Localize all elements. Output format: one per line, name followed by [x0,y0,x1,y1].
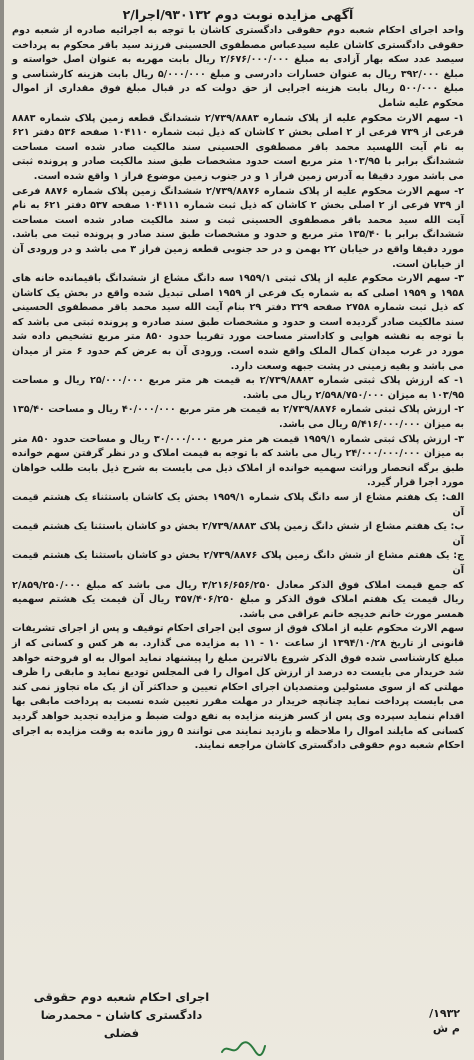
notice-paragraph: الف: یک هفتم مشاع از سه دانگ پلاک شماره ۱۹۵۹/۱ بخش یک کاشان باستثناء یک هشتم قیمت آن [12,492,464,518]
notice-paragraph: سهم الارث محکوم علیه از املاک فوق از سوی این اجرای احکام توقیف و پس از اجرای تشریفات قانونی از تاریخ ۱۳۹۴/۱۰/۲۸ از ساعت ۱۰ - ۱۱ به مزایده می گذارد. به هر کس و کسانی که از مبلغ کارشناسی شده فوق الذکر شروع بالاترین مبلغ را پیشنهاد نماید اموال به او فروخته خواهد شد خریدار می بایست ده درصد از ارزش کل اموال را فی المجلس تودیع نماید و مابقی را ظرف مهلتی که از سوی مسئولین ومتصدیان اجرای احکام تعیین و حداکثر آن از یک ماه تجاوز نمی کند می بایست پرداخت نماید چنانچه خریدار در مهلت مقرر تعیین شده نسبت به پرداخت مابقی بها اقدام ننماید سپرده وی پس از کسر هزینه مزایده به نفع دولت ضبط و مزایده تجدید خواهد گردید کسانی که مایلند اموال را ملاحظه و بازدید نمایند می توانند ۵ روز مانده به وقت مزایده به اجرای احکام شعبه دوم حقوقی دادگستری کاشان مراجعه نمایند. [12,623,465,752]
signature-block [29,988,214,1042]
notice-paragraph: ۳- ارزش پلاک ثبتی شماره ۱۹۵۹/۱ قیمت هر متر مربع ۳۰/۰۰۰/۰۰۰ ریال و مساحت حدود ۸۵۰ متر به میزان ۲۴/۰۰۰/۰۰۰/۰۰۰ ریال می باشد که با توجه به قیمت املاک و در نظر گرفتن سهم خوانده طبق برگه انحصار وراثت سهمیه خوانده از املاک ذیل می بایست به شرح ذیل بابت طلب خواهان مورد اجرا قرار گیرد. [12,433,465,489]
notice-paragraph: واحد اجرای احکام شعبه دوم حقوقی دادگستری کاشان با توجه به اجرائیه صادره از شعبه دوم حقوقی دادگستری کاشان علیه سیدعباس مصطفوی الحسینی فرزند سید باقر محکوم به پرداخت سیصد عدد سکه بهار آزادی به مبلغ ۲/۶۷۶/۰۰۰/۰۰۰ ریال بابت مهریه به عنوان اصل خواسته و مبلغ ۳۹۲/۰۰۰ ریال به عنوان خسارات دادرسی و مبلغ ۵/۰۰۰/۰۰۰ ریال بابت هزینه کارشناسی و مبلغ ۵۰۰/۰۰۰ ریال بابت هزینه اجرایی از حق دولت که در قبال مبلغ فوق مقداری از اموال محکوم علیه شامل [12,25,464,109]
notice-title: آگهی مزایده نوبت دوم ۹۳۰۱۳۲/اجرا/۲ [122,7,354,22]
signature-line-1: اجرای احکام شعبه دوم حقوقی [33,990,210,1004]
notice-paragraph: ج: یک هفتم مشاع از شش دانگ زمین پلاک ۲/۷۳۹/۸۸۷۶ بخش دو کاشان باستثنا یک هشتم قیمت آن [12,550,464,576]
notice-paragraph: ۲- ارزش پلاک ثبتی شماره ۲/۷۳۹/۸۸۷۶ به قیمت هر متر مربع ۴۰/۰۰۰/۰۰۰ ریال و مساحت ۱۳۵/۴۰ به میزان ۵/۴۱۶/۰۰۰/۰۰۰ ریال می باشد. [12,404,464,431]
notice-paragraph: ب: یک هفتم مشاع از شش دانگ زمین پلاک ۲/۷۳۹/۸۸۸۳ بخش دو کاشان باستثنا یک هشتم قیمت آن [12,521,464,547]
notice-paragraph: ۲- سهم الارث محکوم علیه از پلاک شماره ۲/۷۳۹/۸۸۷۶ ششدانگ زمین پلاک شماره ۸۸۷۶ فرعی از ۷۳۹ فرعی از ۲ اصلی بخش ۲ کاشان که ذیل ثبت شماره ۱۰۴۱۱۱ صفحه ۵۳۷ دفتر ۶۲۱ به نام آیت الله سید محمد باقر مصطفوی الحسینی ثبت و سند مالکیت صادر شده است مساحت ششدانگ برابر با ۱۳۵/۴۰ متر مربع و حدود و مشخصات طبق سند صادر و پرونده ثبت می باشد. مورد دقیقا واقع در خیابان ۲۲ بهمن و در حد جنوبی قطعه زمین فراز ۳ می باشد و در ورودی آن از خیابان است. [12,185,465,270]
reference-line-1: ۱۹۳۲/ [429,1007,460,1020]
notice-paragraph: ۱- که ارزش پلاک ثبتی شماره ۲/۷۳۹/۸۸۸۳ به قیمت هر متر مربع ۲۵/۰۰۰/۰۰۰ ریال و مساحت ۱۰۳/۹۵ به میزان ۲/۵۹۸/۷۵۰/۰۰۰ ریال می باشد. [12,375,464,401]
reference-code [429,1006,460,1036]
notice-body [12,24,464,754]
handwritten-mark [219,1040,267,1058]
notice-paragraph: که جمع قیمت املاک فوق الذکر معادل ۳/۲۱۶/۶۵۶/۲۵۰ ریال می باشد که مبلغ ۲/۸۵۹/۲۵۰/۰۰۰ ریال قیمت یک هفتم املاک فوق الذکر و مبلغ ۳۵۷/۴۰۶/۲۵۰ ریال آن قیمت یک هشتم سهمیه همسر مورث خانم خدیجه خانم عراقی می باشد. [12,579,464,620]
notice-paragraph: ۳- سهم الارث محکوم علیه از پلاک ثبتی ۱۹۵۹/۱ سه دانگ مشاع از ششدانگ باقیمانده خانه های ۱۹۵۸ و ۱۹۵۹ اصلی که به شماره یک فرعی از ۱۹۵۹ اصلی تبدیل شده واقع در بخش یک کاشان که ذیل ثبت شماره ۲۷۵۸ صفحه ۳۲۹ دفتر ۲۹ بنام آیت الله سید محمد باقر مصطفوی الحسینی سند مالکیت صادر گردیده است و حدود و مشخصات طبق سند صادره و پرونده ثبتی می باشد که با توجه به نقشه هوایی و کاداستر مساحت مورد تقریبا حدود ۸۵۰ متر مربع تشخیص داده شد مورد در غرب میدان کمال الملک واقع شده است. ورودی آن به عرض کم حدود ۶ متر از میدان می باشد و بقیه زمینی در پشت جبهه وسعت دارد. [12,273,465,372]
notice-paragraph: ۱- سهم الارث محکوم علیه از پلاک شماره ۲/۷۳۹/۸۸۸۳ ششدانگ قطعه زمین پلاک شماره ۸۸۸۳ فرعی از ۷۳۹ فرعی از ۲ اصلی بخش ۲ کاشان که ذیل ثبت شماره ۱۰۴۱۱۰ صفحه ۵۳۶ دفتر ۶۲۱ به نام آیت اللهسید محمد باقر مصطفوی الحسینی سند مالکیت صادر شده است مساحت ششدانگ برابر با ۱۰۳/۹۵ متر مربع است حدود مشخصات طبق سند مالکیت صادر و پرونده ثبتی می باشد مورد دقیقا به آدرس زمین فراز ۱ و در جنوب زمین موضوع فراز ۱ واقع شده است. [12,112,465,182]
signature-line-2: دادگستری کاشان - محمدرضا فضلی [40,1008,203,1040]
reference-line-2: م ش [432,1022,460,1035]
